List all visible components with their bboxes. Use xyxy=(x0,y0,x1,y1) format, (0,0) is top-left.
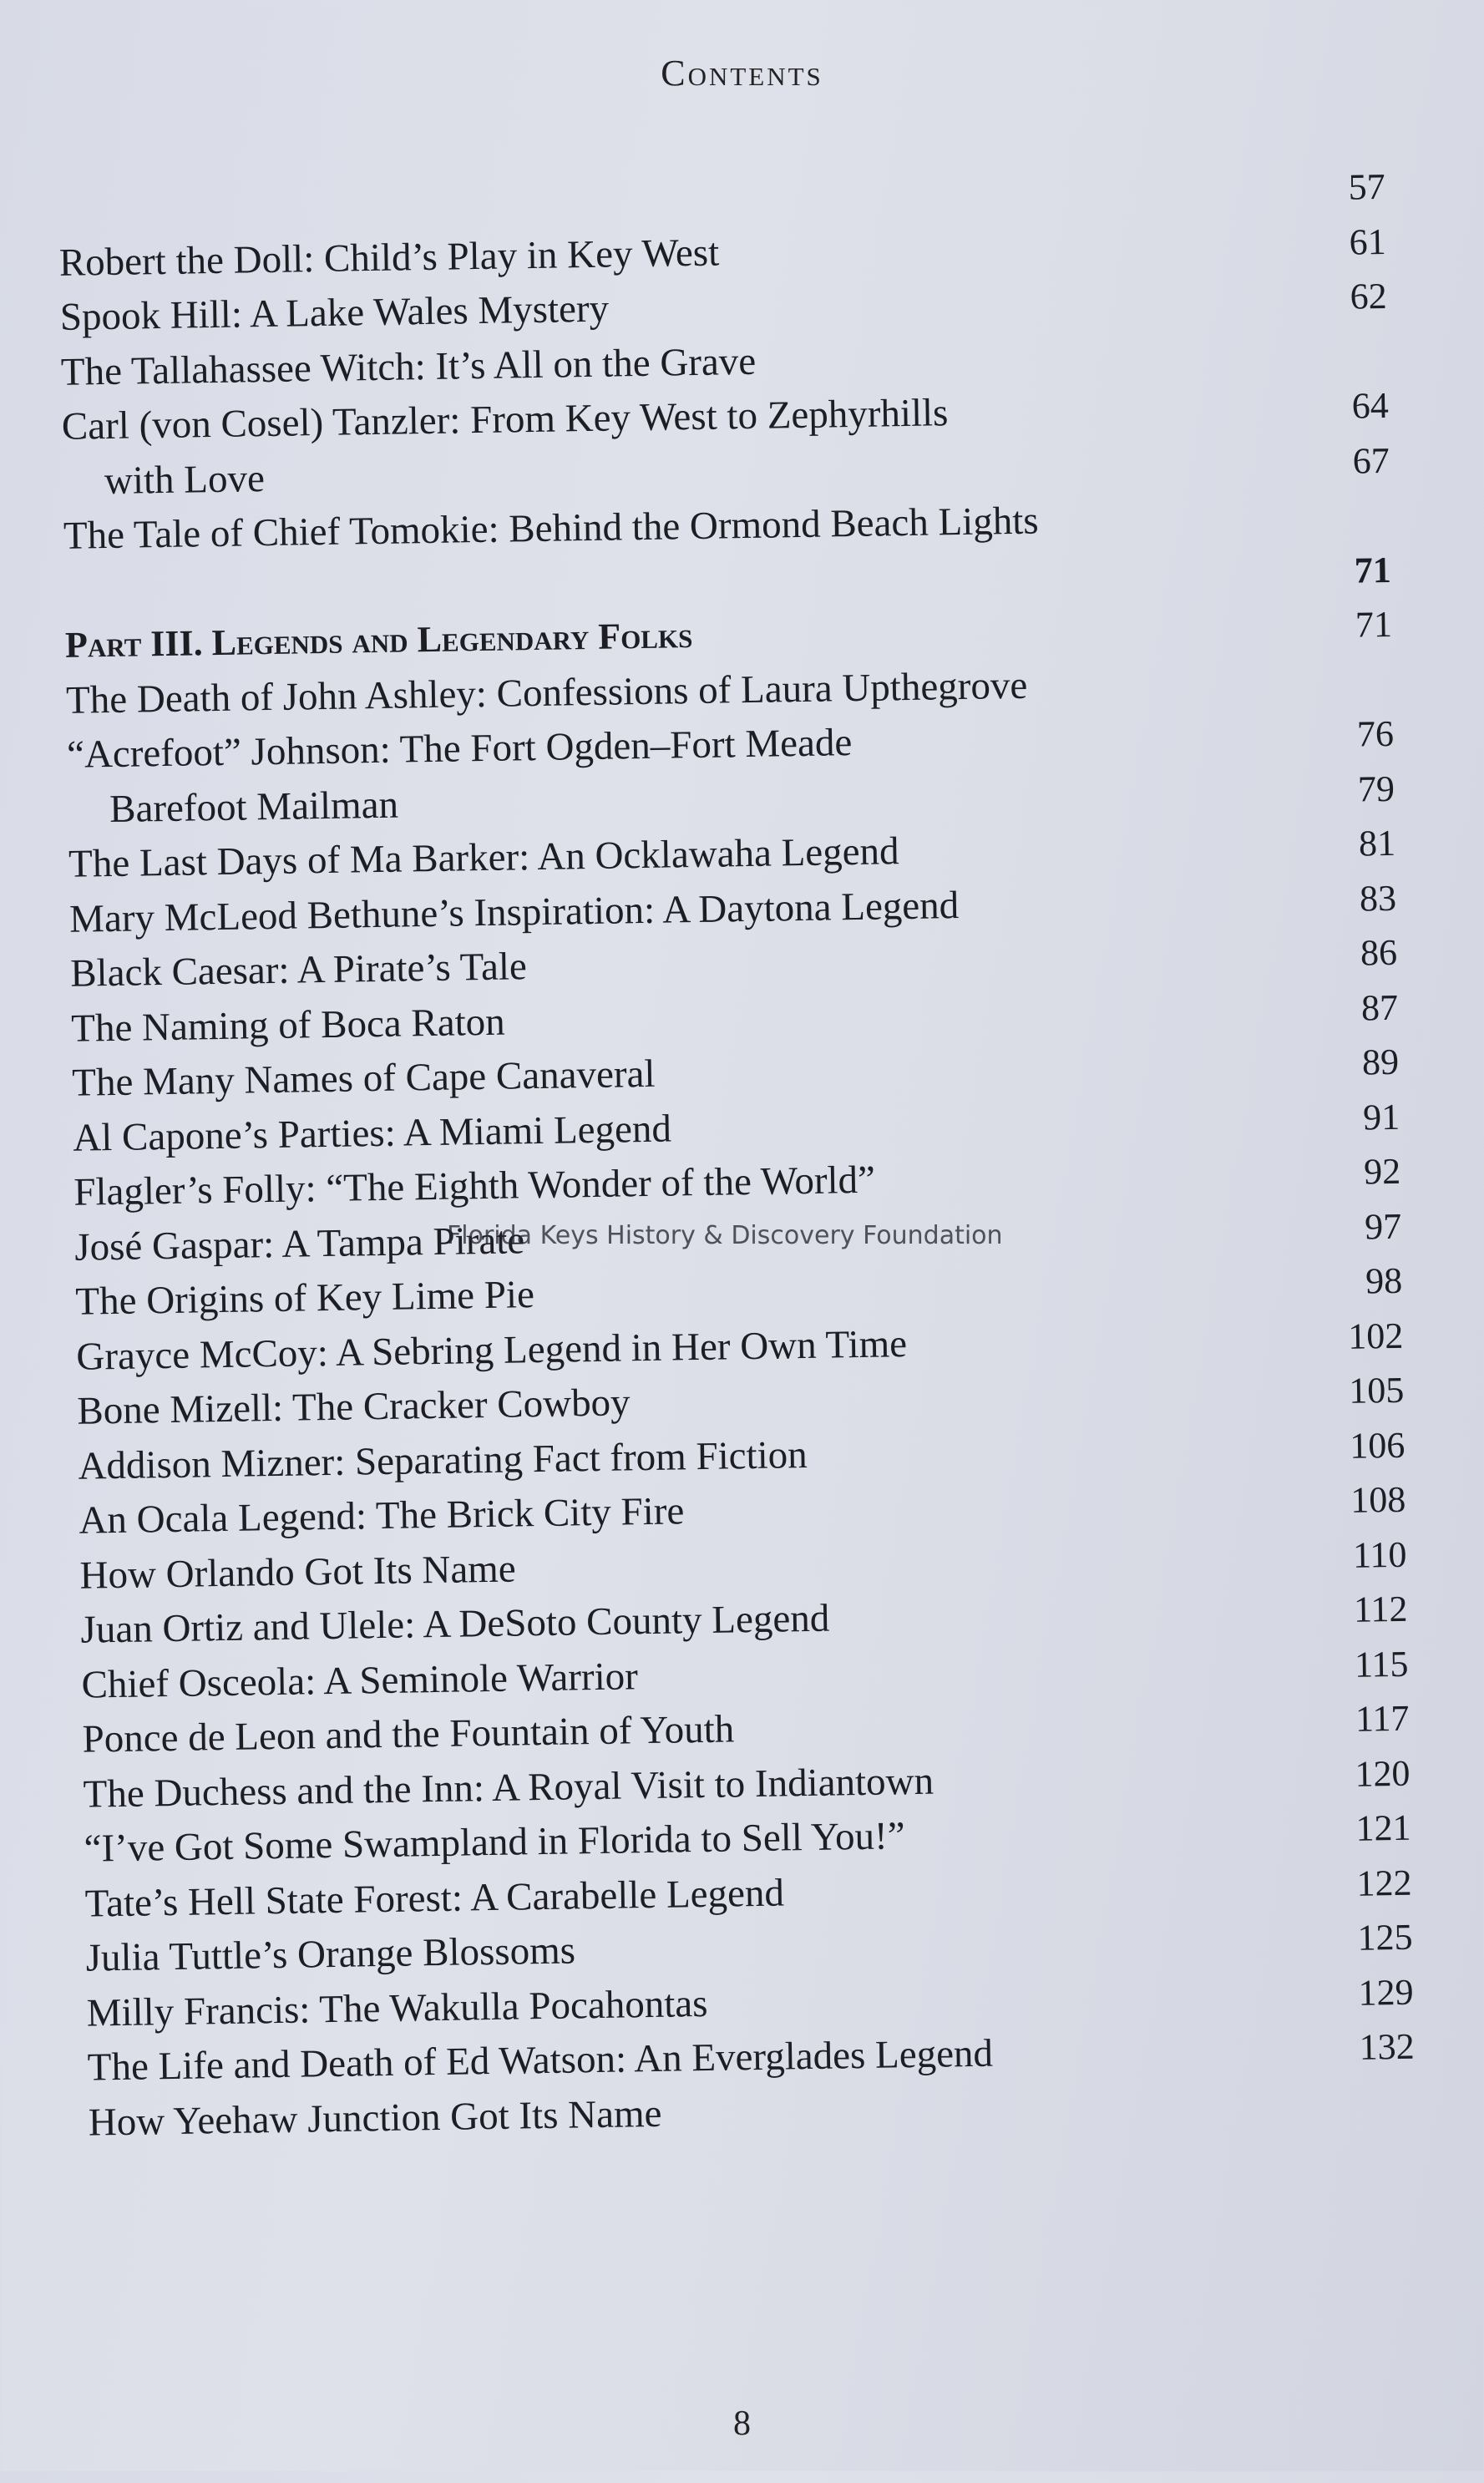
entry-title: Al Capone’s Parties: A Miami Legend xyxy=(72,1107,672,1160)
entry-title: “Acrefoot” Johnson: The Fort Ogden–Fort Meade xyxy=(66,721,853,777)
entry-title: Mary McLeod Bethune’s Inspiration: A Daytona Legend xyxy=(68,883,960,941)
entry-page-number: 71 xyxy=(1354,549,1392,591)
entry-page-number: 62 xyxy=(1350,275,1388,317)
entry-title: Robert the Doll: Child’s Play in Key West xyxy=(58,230,720,285)
entry-page-number: 125 xyxy=(1357,1916,1413,1959)
entry-page-number: 110 xyxy=(1352,1533,1407,1576)
entry-title: The Tallahassee Witch: It’s All on the Grave xyxy=(60,339,757,394)
entry-page-number: 81 xyxy=(1358,822,1396,864)
entry-page-number: 129 xyxy=(1358,1971,1414,2014)
entry-title: Carl (von Cosel) Tanzler: From Key West to Zephyrhills xyxy=(61,391,949,448)
entry-page-number: 122 xyxy=(1356,1862,1412,1904)
entry-title: An Ocala Legend: The Brick City Fire xyxy=(79,1489,685,1543)
entry-title: with Love xyxy=(104,456,266,503)
entry-page-number: 83 xyxy=(1359,877,1397,920)
page-number: 8 xyxy=(733,2404,751,2443)
entry-title: The Life and Death of Ed Watson: An Everglades Legend xyxy=(87,2031,994,2090)
entry-page-number: 105 xyxy=(1348,1369,1405,1411)
entry-page-number: 106 xyxy=(1349,1424,1405,1467)
entry-title: Chief Osceola: A Seminole Warrior xyxy=(81,1654,639,1707)
entry-title: Addison Mizner: Separating Fact from Fiction xyxy=(78,1432,808,1488)
entry-page-number: 115 xyxy=(1354,1643,1409,1685)
part-heading: Part III. Legends and Legendary Folks xyxy=(64,615,693,666)
entry-title: How Yeehaw Junction Got Its Name xyxy=(88,2091,662,2145)
entry-page-number: 79 xyxy=(1357,768,1395,810)
entry-title: The Last Days of Ma Barker: An Ocklawaha Legend xyxy=(68,829,899,886)
entry-page-number: 98 xyxy=(1365,1259,1403,1302)
entry-title: The Origins of Key Lime Pie xyxy=(74,1273,535,1324)
entry-title: The Death of John Ashley: Confessions of Laura Upthegrove xyxy=(65,663,1028,722)
entry-page-number: 64 xyxy=(1351,384,1390,427)
page-heading: Contents xyxy=(661,53,823,94)
entry-title: Juan Ortiz and Ulele: A DeSoto County Legend xyxy=(80,1596,830,1652)
entry-title: Ponce de Leon and the Fountain of Youth xyxy=(82,1707,735,1761)
entry-page-number: 92 xyxy=(1363,1150,1401,1193)
entry-title: How Orlando Got Its Name xyxy=(79,1546,517,1598)
entry-page-number: 57 xyxy=(1348,165,1385,208)
entry-title: The Many Names of Cape Canaveral xyxy=(71,1051,656,1105)
entry-title: Black Caesar: A Pirate’s Tale xyxy=(69,945,528,996)
entry-page-number: 87 xyxy=(1360,986,1399,1029)
entry-title: Barefoot Mailman xyxy=(109,783,399,831)
entry-page-number: 61 xyxy=(1349,220,1387,263)
entry-title: The Tale of Chief Tomokie: Behind the Ormond Beach Lights xyxy=(63,499,1040,558)
entry-title: The Duchess and the Inn: A Royal Visit to Indiantown xyxy=(83,1759,934,1817)
entry-page-number: 97 xyxy=(1364,1205,1402,1247)
entry-page-number: 86 xyxy=(1360,931,1398,974)
entry-page-number: 121 xyxy=(1355,1807,1411,1849)
entry-title: Julia Tuttle’s Orange Blossoms xyxy=(85,1928,576,1980)
entry-title: José Gaspar: A Tampa Pirate xyxy=(73,1218,525,1269)
entry-page-number: 67 xyxy=(1352,439,1390,482)
entry-page-number: 71 xyxy=(1355,603,1393,646)
entry-title: Grayce McCoy: A Sebring Legend in Her Own Time xyxy=(76,1321,908,1379)
entry-page-number: 89 xyxy=(1361,1041,1400,1083)
entry-title: Tate’s Hell State Forest: A Carabelle Legend xyxy=(84,1870,785,1926)
entry-page-number: 117 xyxy=(1355,1697,1410,1740)
entry-page-number: 108 xyxy=(1350,1478,1406,1521)
entry-title: The Naming of Boca Raton xyxy=(70,1000,506,1051)
entry-title: “I’ve Got Some Swampland in Florida to Sell You!” xyxy=(84,1814,905,1871)
entry-title: Milly Francis: The Wakulla Pocahontas xyxy=(86,1981,708,2035)
entry-title: Bone Mizell: The Cracker Cowboy xyxy=(77,1381,631,1433)
entry-title: Flagler’s Folly: “The Eighth Wonder of the World” xyxy=(73,1158,876,1214)
entry-page-number: 76 xyxy=(1356,712,1395,755)
watermark: Florida Keys History & Discovery Foundation xyxy=(447,1221,1003,1250)
entry-page-number: 91 xyxy=(1362,1096,1400,1138)
entry-page-number: 112 xyxy=(1353,1588,1408,1630)
entry-page-number: 132 xyxy=(1359,2025,1415,2068)
entry-page-number: 102 xyxy=(1347,1315,1404,1357)
entry-title: Spook Hill: A Lake Wales Mystery xyxy=(59,286,610,339)
entry-page-number: 120 xyxy=(1355,1752,1411,1795)
